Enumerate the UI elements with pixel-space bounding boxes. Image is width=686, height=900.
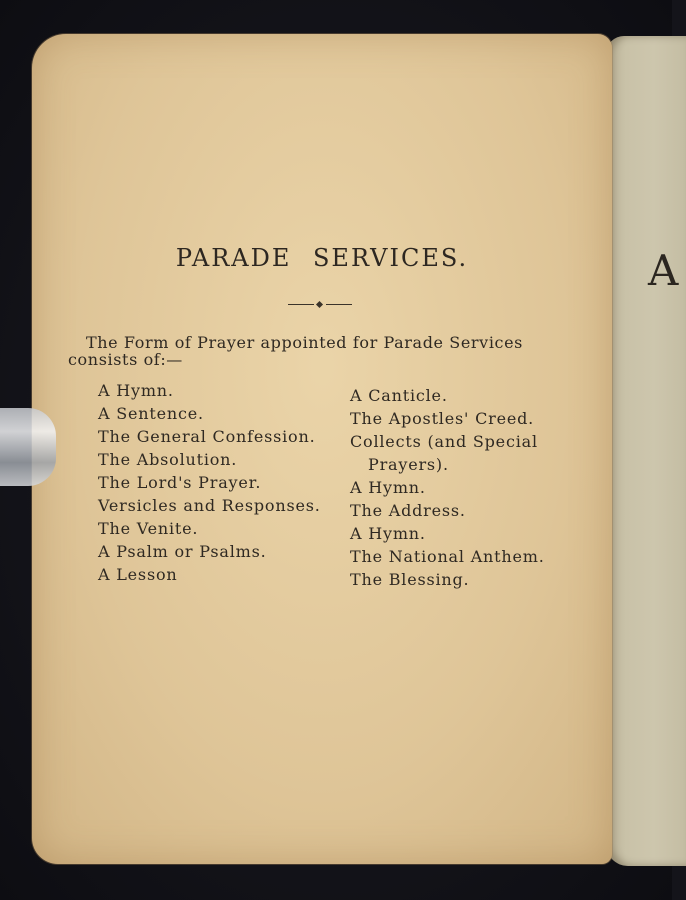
list-item: The National Anthem. [350,547,545,566]
next-page-edge [606,36,686,866]
list-item: The Absolution. [98,450,238,469]
intro-paragraph: The Form of Prayer appointed for Parade Services consists of:— [68,333,523,369]
list-item: The Venite. [98,519,199,538]
list-item: A Canticle. [350,386,448,405]
next-page-letter: A [648,246,680,295]
list-item: The Apostles' Creed. [350,409,535,428]
list-item: The Address. [350,501,466,520]
binder-clip [0,408,56,486]
list-item: The Blessing. [350,570,470,589]
list-item: Collects (and Special [350,432,538,451]
list-item: The General Confession. [98,427,316,446]
list-item: A Hymn. [350,478,426,497]
list-item-continuation: Prayers). [368,455,449,474]
document-page [32,34,612,864]
service-list-right [350,384,570,591]
list-item: A Hymn. [98,381,174,400]
ornament-divider [288,302,352,308]
service-list-left [98,379,338,586]
list-item: A Hymn. [350,524,426,543]
list-item: A Sentence. [98,404,204,423]
list-item: The Lord's Prayer. [98,473,262,492]
list-item: A Lesson [98,565,178,584]
page-title: PARADE SERVICES. [175,244,469,272]
list-item: A Psalm or Psalms. [98,542,267,561]
list-item: Versicles and Responses. [98,496,321,515]
